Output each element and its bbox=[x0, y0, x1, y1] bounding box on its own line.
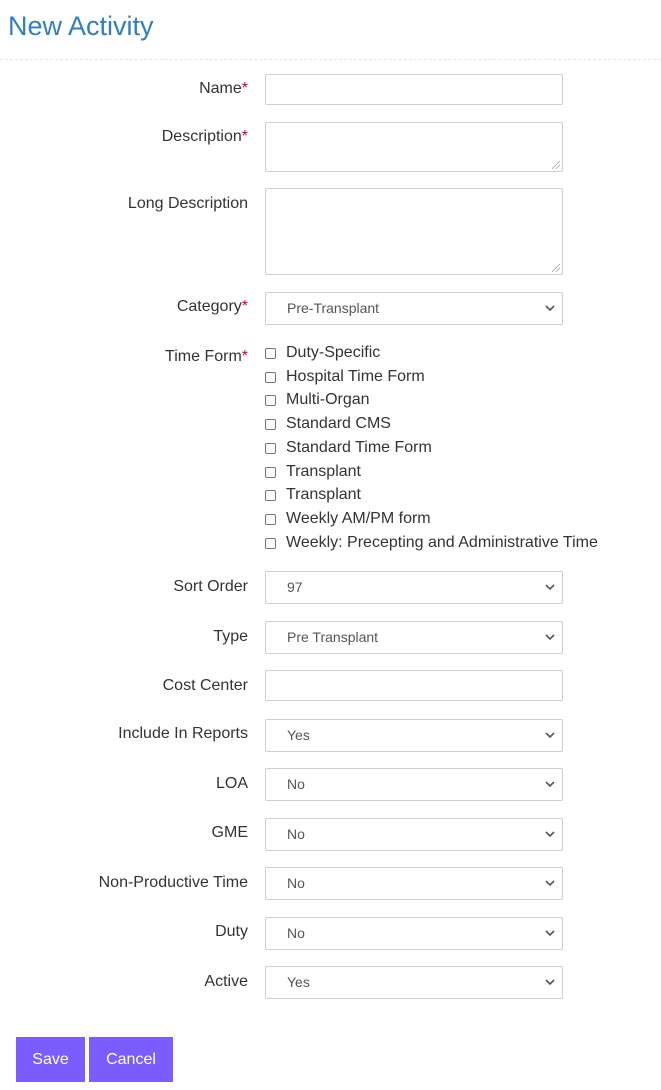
required-marker: * bbox=[241, 128, 248, 145]
time-form-option[interactable] bbox=[265, 438, 432, 458]
loa-select[interactable] bbox=[265, 768, 563, 801]
cancel-button[interactable]: Cancel bbox=[89, 1037, 173, 1082]
time-form-label: Time Form* bbox=[165, 348, 248, 365]
non-productive-time-value: No bbox=[287, 875, 305, 891]
include-in-reports-select[interactable] bbox=[265, 719, 563, 752]
category-select[interactable] bbox=[265, 292, 563, 325]
resize-grip-icon[interactable] bbox=[552, 264, 560, 272]
checkbox-label: Hospital Time Form bbox=[286, 368, 425, 385]
sort-order-value: 97 bbox=[287, 579, 303, 595]
active-value: Yes bbox=[287, 974, 310, 990]
chevron-down-icon bbox=[544, 877, 556, 889]
checkbox[interactable] bbox=[265, 419, 276, 430]
checkbox[interactable] bbox=[265, 372, 276, 383]
time-form-option[interactable] bbox=[265, 390, 370, 410]
gme-value: No bbox=[287, 826, 305, 842]
checkbox-label: Multi-Organ bbox=[286, 391, 370, 408]
checkbox[interactable] bbox=[265, 348, 276, 359]
cost-center-input[interactable] bbox=[265, 670, 563, 701]
checkbox[interactable] bbox=[265, 443, 276, 454]
page-title: New Activity bbox=[8, 11, 154, 41]
type-value: Pre Transplant bbox=[287, 629, 379, 645]
checkbox-label: Transplant bbox=[286, 463, 361, 480]
time-form-option[interactable] bbox=[265, 509, 431, 529]
checkbox[interactable] bbox=[265, 538, 276, 549]
gme-select[interactable] bbox=[265, 818, 563, 851]
long-description-label: Long Description bbox=[127, 195, 248, 212]
sort-order-select[interactable] bbox=[265, 571, 563, 604]
active-select[interactable] bbox=[265, 966, 563, 999]
chevron-down-icon bbox=[544, 631, 556, 643]
duty-value: No bbox=[287, 925, 305, 941]
checkbox[interactable] bbox=[265, 514, 276, 525]
duty-label: Duty bbox=[215, 923, 248, 940]
time-form-option[interactable] bbox=[265, 485, 361, 505]
non-productive-time-select[interactable] bbox=[265, 867, 563, 900]
type-label: Type bbox=[213, 628, 248, 645]
chevron-down-icon bbox=[544, 927, 556, 939]
time-form-option[interactable] bbox=[265, 462, 361, 482]
checkbox[interactable] bbox=[265, 467, 276, 478]
checkbox-label: Duty-Specific bbox=[286, 344, 381, 361]
sort-order-label: Sort Order bbox=[173, 578, 248, 595]
save-button[interactable]: Save bbox=[16, 1037, 85, 1082]
type-select[interactable] bbox=[265, 621, 563, 654]
gme-label: GME bbox=[211, 824, 248, 841]
time-form-option[interactable] bbox=[265, 343, 380, 363]
time-form-option[interactable] bbox=[265, 533, 598, 553]
chevron-down-icon bbox=[544, 729, 556, 741]
required-marker: * bbox=[241, 298, 248, 315]
required-marker: * bbox=[241, 80, 248, 97]
long-description-textarea[interactable] bbox=[265, 188, 563, 275]
chevron-down-icon bbox=[544, 778, 556, 790]
cost-center-label: Cost Center bbox=[162, 677, 248, 694]
resize-grip-icon[interactable] bbox=[552, 161, 560, 169]
chevron-down-icon bbox=[544, 581, 556, 593]
loa-label: LOA bbox=[215, 775, 248, 792]
header-divider bbox=[0, 59, 661, 60]
chevron-down-icon bbox=[544, 976, 556, 988]
name-label: Name* bbox=[199, 80, 248, 97]
checkbox-label: Transplant bbox=[286, 486, 361, 503]
active-label: Active bbox=[204, 973, 248, 990]
checkbox[interactable] bbox=[265, 490, 276, 501]
duty-select[interactable] bbox=[265, 917, 563, 950]
non-productive-time-label: Non-Productive Time bbox=[98, 874, 248, 891]
chevron-down-icon bbox=[544, 828, 556, 840]
description-label: Description* bbox=[161, 128, 248, 145]
checkbox-label: Standard CMS bbox=[286, 415, 391, 432]
checkbox-label: Weekly AM/PM form bbox=[286, 510, 431, 527]
checkbox-label: Standard Time Form bbox=[286, 439, 432, 456]
required-marker: * bbox=[241, 348, 248, 365]
time-form-option[interactable] bbox=[265, 414, 391, 434]
description-textarea[interactable] bbox=[265, 122, 563, 172]
category-value: Pre-Transplant bbox=[287, 300, 380, 316]
chevron-down-icon bbox=[544, 302, 556, 314]
loa-value: No bbox=[287, 776, 305, 792]
time-form-option[interactable] bbox=[265, 367, 425, 387]
category-label: Category* bbox=[176, 298, 248, 315]
checkbox-label: Weekly: Precepting and Administrative Time bbox=[286, 534, 598, 551]
checkbox[interactable] bbox=[265, 395, 276, 406]
include-in-reports-value: Yes bbox=[287, 727, 310, 743]
name-input[interactable] bbox=[265, 74, 563, 105]
include-in-reports-label: Include In Reports bbox=[118, 725, 248, 742]
